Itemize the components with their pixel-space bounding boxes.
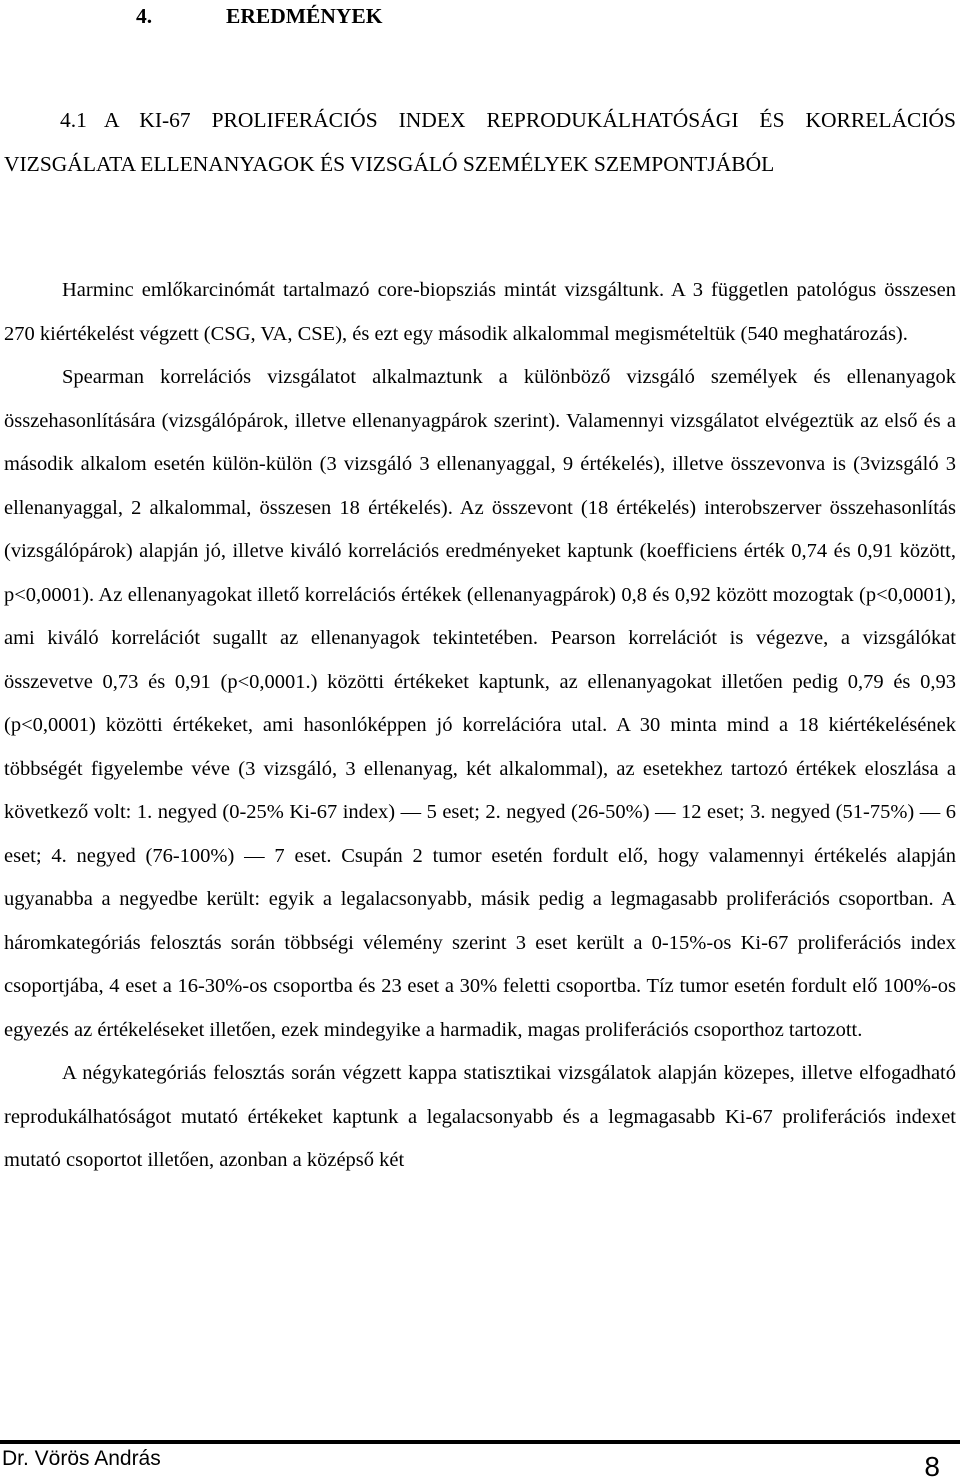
paragraph: A négykategóriás felosztás során végzett kappa statisztikai vizsgálatok alapján közepes, illetve elfogadható reprodukálhatóságot mutató értékeket kaptunk a legalacsonyabb és a legmagasabb Ki-67 proliferációs indexet mutató csoportot illetően, azonban a középső két (4, 1062, 956, 1171)
footer-author: Dr. Vörös András (2, 1447, 161, 1470)
page-number: 8 (924, 1451, 940, 1482)
paragraph: Harminc emlőkarcinómát tartalmazó core-biopsziás mintát vizsgáltunk. A 3 független patológus összesen 270 kiértékelést végzett (CSG, VA, CSE), és ezt egy második alkalommal megismételtük (540 meghatározás). (4, 279, 956, 345)
body-text (4, 269, 956, 1183)
section-heading (4, 98, 956, 186)
chapter-title: EREDMÉNYEK (226, 4, 383, 28)
section-title: A KI-67 PROLIFERÁCIÓS INDEX REPRODUKÁLHATÓSÁGI ÉS KORRELÁCIÓS VIZSGÁLATA ELLENANYAGOK ÉS VIZSGÁLÓ SZEMÉLYEK SZEMPONTJÁBÓL (4, 108, 956, 176)
chapter-heading (136, 1, 382, 31)
section-number: 4.1 (60, 108, 87, 132)
chapter-number: 4. (136, 4, 153, 28)
footer-divider (0, 1440, 960, 1444)
paragraph: Spearman korrelációs vizsgálatot alkalmaztunk a különböző vizsgáló személyek és ellenanyagok összehasonlítására (vizsgálópárok, illetve ellenanyagpárok szerint). Valamennyi vizsgálatot elvégeztük az első és a második alkalom esetén külön-külön (3 vizsgáló 3 ellenanyaggal, 9 értékelés), illetve összevonva is (3vizsgáló 3 ellenanyaggal, 2 alkalommal, összesen 18 értékelés). Az összevont (18 értékelés) interobszerver összehasonlítás (vizsgálópárok) alapján jó, illetve kiváló korrelációs eredményeket kaptunk (koefficiens érték 0,74 és 0,91 között, p<0,0001). Az ellenanyagokat illető korrelációs értékek (ellenanyagpárok) 0,8 és 0,92 között mozogtak (p<0,0001), ami kiváló korrelációt sugallt az ellenanyagok tekintetében. Pearson korrelációt is végezve, a vizsgálókat összevetve 0,73 és 0,91 (p<0,0001.) közötti értékeket kaptunk, az ellenanyagokat illetően pedig 0,79 és 0,93 (p<0,0001) közötti értékeket, ami hasonlóképpen jó korrelációra utal. A 30 minta mind a 18 kiértékelésének többségét figyelembe véve (3 vizsgáló, 3 ellenanyag, két alkalommal), az esetekhez tartozó értékek eloszlása a következő volt: 1. negyed (0-25% Ki-67 index) — 5 eset; 2. negyed (26-50%) — 12 eset; 3. negyed (51-75%) — 6 eset; 4. negyed (76-100%) — 7 eset. Csupán 2 tumor esetén fordult elő, hogy valamennyi értékelés alapján ugyanabba a negyedbe került: egyik a legalacsonyabb, másik pedig a legmagasabb proliferációs csoportban. A háromkategóriás felosztás során többségi vélemény szerint 3 eset került a 0-15%-os Ki-67 proliferációs index csoportjába, 4 eset a 16-30%-os csoportba és 23 eset a 30% feletti csoportba. Tíz tumor esetén fordult elő 100%-os egyezés az értékeléseket illetően, ezek mindegyike a harmadik, magas proliferációs csoporthoz tartozott. (4, 366, 956, 1041)
